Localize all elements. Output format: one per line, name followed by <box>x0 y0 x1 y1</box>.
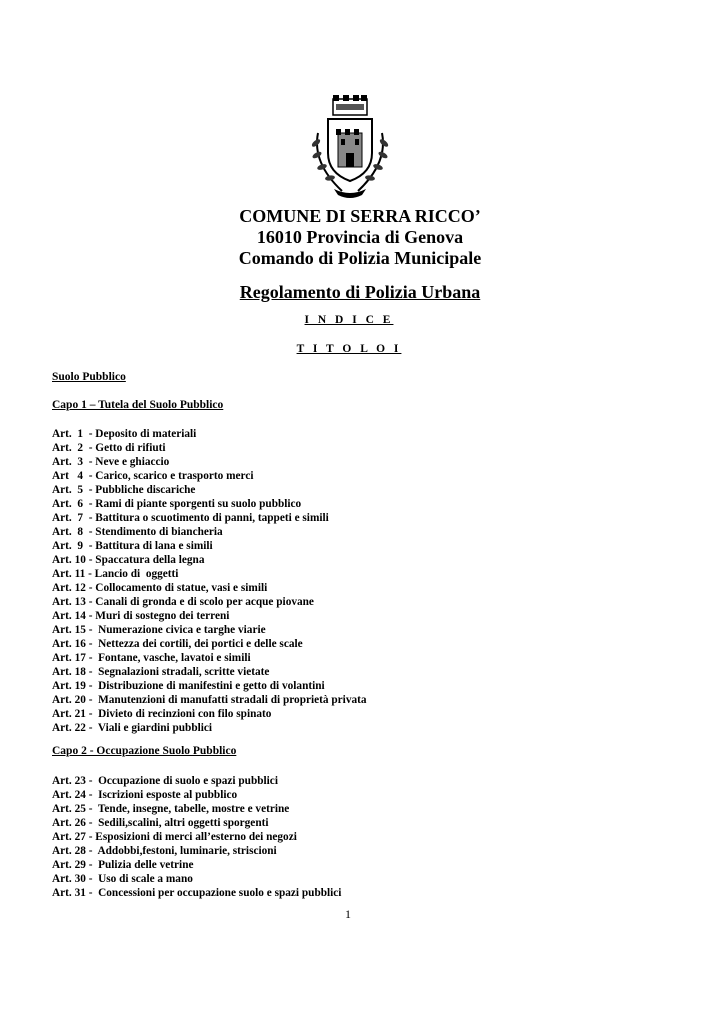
province-line: 16010 Provincia di Genova <box>256 227 464 247</box>
index-heading: I N D I C E <box>304 314 394 326</box>
article-item: Art. 12 - Collocamento di statue, vasi e simili <box>52 582 268 594</box>
chapter-2-heading: Capo 2 - Occupazione Suolo Pubblico <box>52 745 237 757</box>
article-item: Art. 24 - Iscrizioni esposte al pubblico <box>52 789 238 801</box>
document-title: Regolamento di Polizia Urbana <box>239 282 481 302</box>
article-item: Art. 21 - Divieto di recinzioni con filo spinato <box>52 708 272 720</box>
article-item: Art. 23 - Occupazione di suolo e spazi pubblici <box>52 775 278 787</box>
municipality-name: COMUNE DI SERRA RICCO’ <box>239 206 481 226</box>
section-heading: Suolo Pubblico <box>52 371 126 383</box>
article-item: Art. 29 - Pulizia delle vetrine <box>52 859 194 871</box>
article-item: Art. 5 - Pubbliche discariche <box>52 484 196 496</box>
article-item: Art. 10 - Spaccatura della legna <box>52 554 205 566</box>
article-item: Art. 14 - Muri di sostegno dei terreni <box>52 610 230 622</box>
article-item: Art. 1 - Deposito di materiali <box>52 428 197 440</box>
article-item: Art. 25 - Tende, insegne, tabelle, mostre e vetrine <box>52 803 290 815</box>
page-number: 1 <box>345 907 351 921</box>
article-item: Art. 3 - Neve e ghiaccio <box>52 456 170 468</box>
department-line: Comando di Polizia Municipale <box>238 248 482 268</box>
article-item: Art. 28 - Addobbi,festoni, luminarie, striscioni <box>52 845 277 857</box>
article-item: Art. 27 - Esposizioni di merci all’esterno dei negozi <box>52 831 297 843</box>
article-item: Art. 9 - Battitura di lana e simili <box>52 540 213 552</box>
article-item: Art. 20 - Manutenzioni di manufatti stradali di proprietà privata <box>52 694 367 706</box>
article-item: Art. 17 - Fontane, vasche, lavatoi e simili <box>52 652 251 664</box>
article-item: Art. 18 - Segnalazioni stradali, scritte vietate <box>52 666 270 678</box>
article-item: Art. 8 - Stendimento di biancheria <box>52 526 223 538</box>
article-item: Art. 13 - Canali di gronda e di scolo per acque piovane <box>52 596 314 608</box>
article-item: Art. 22 - Viali e giardini pubblici <box>52 722 213 734</box>
article-item: Art. 30 - Uso di scale a mano <box>52 873 193 885</box>
article-item: Art. 6 - Rami di piante sporgenti su suolo pubblico <box>52 498 302 510</box>
title-heading: T I T O L O I <box>296 343 402 355</box>
chapter-2-article-list <box>52 774 341 900</box>
article-item: Art. 2 - Getto di rifiuti <box>52 442 166 454</box>
article-item: Art. 15 - Numerazione civica e targhe viarie <box>52 624 266 636</box>
article-item: Art. 16 - Nettezza dei cortili, dei portici e delle scale <box>52 638 303 650</box>
article-item: Art 4 - Carico, scarico e trasporto merci <box>52 470 254 482</box>
article-item: Art. 7 - Battitura o scuotimento di panni, tappeti e simili <box>52 512 329 524</box>
coat-of-arms-icon <box>300 93 400 201</box>
article-item: Art. 31 - Concessioni per occupazione suolo e spazi pubblici <box>52 887 342 899</box>
chapter-1-article-list <box>52 427 367 735</box>
article-item: Art. 26 - Sedili,scalini, altri oggetti sporgenti <box>52 817 269 829</box>
chapter-1-heading: Capo 1 – Tutela del Suolo Pubblico <box>52 399 224 411</box>
article-item: Art. 19 - Distribuzione di manifestini e getto di volantini <box>52 680 325 692</box>
article-item: Art. 11 - Lancio di oggetti <box>52 568 179 580</box>
